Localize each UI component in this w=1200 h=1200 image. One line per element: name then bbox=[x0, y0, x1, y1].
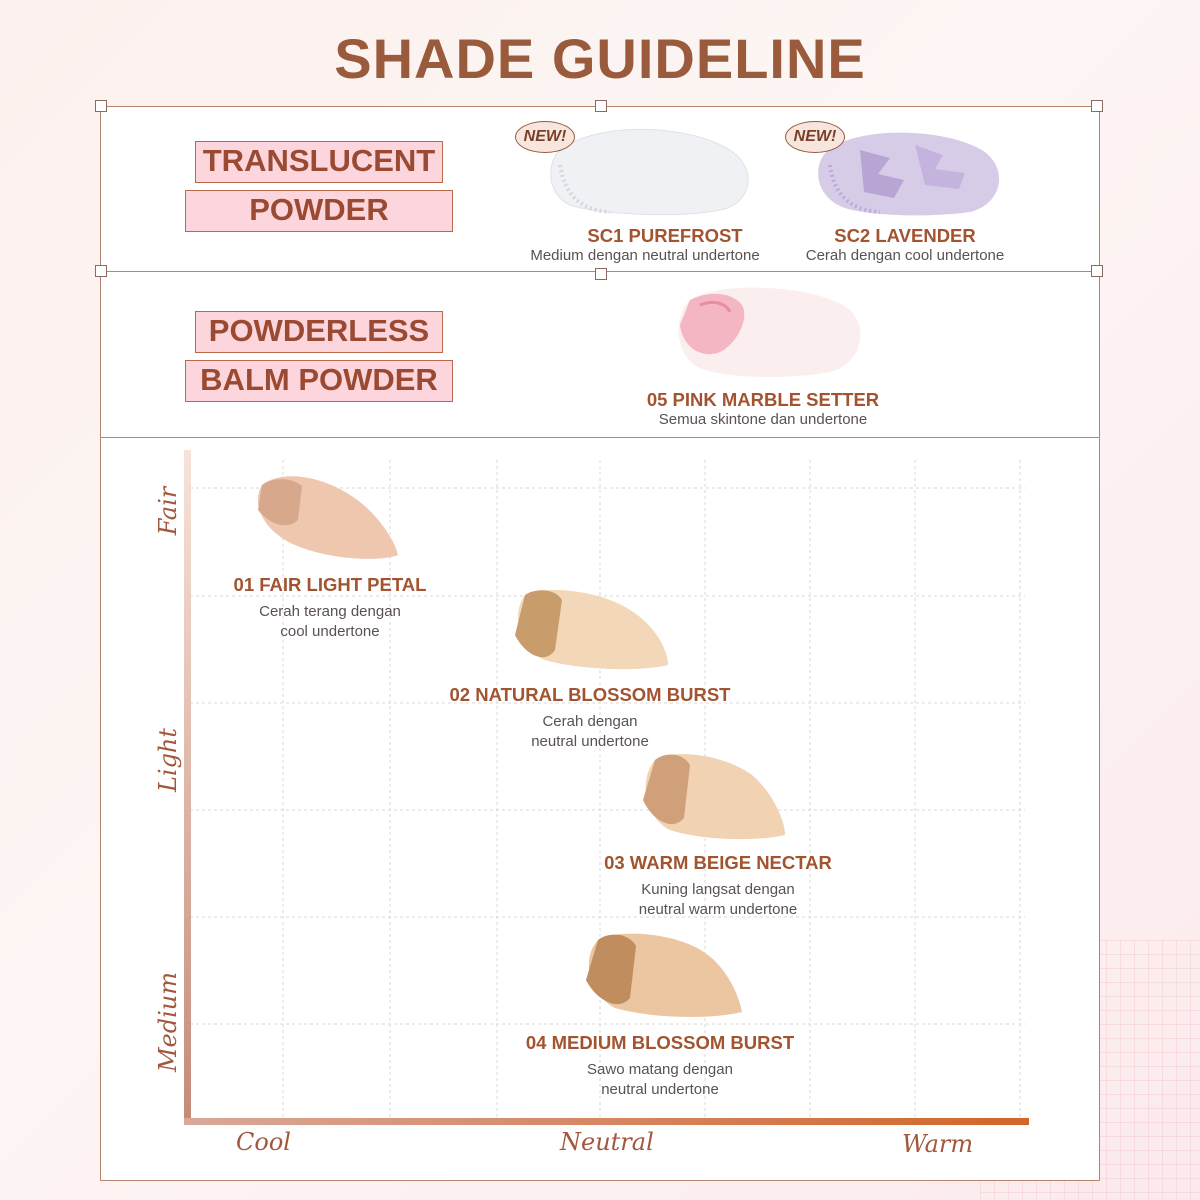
translucent-label-line1: TRANSLUCENT bbox=[195, 141, 443, 183]
chart-grid bbox=[190, 460, 1025, 1120]
y-axis bbox=[184, 450, 191, 1125]
shade-desc-01-line1: Cerah terang dengan bbox=[259, 603, 401, 620]
shade-desc-02 bbox=[460, 712, 720, 752]
shade-desc-04 bbox=[530, 1060, 790, 1100]
new-badge-sc1: NEW! bbox=[515, 121, 575, 153]
shade-desc-04-line1: Sawo matang dengan bbox=[587, 1061, 733, 1078]
shade-desc-sc1: Medium dengan neutral undertone bbox=[530, 247, 760, 264]
shade-desc-03-line2: neutral warm undertone bbox=[638, 901, 798, 918]
x-label-cool: Cool bbox=[236, 1128, 291, 1156]
swatch-02 bbox=[515, 590, 668, 669]
shade-desc-01-line2: cool undertone bbox=[280, 623, 380, 640]
shade-desc-04-line2: neutral undertone bbox=[601, 1081, 719, 1098]
balm-label-line2: BALM POWDER bbox=[185, 360, 453, 402]
y-label-light: Light bbox=[154, 727, 182, 793]
shade-desc-05: Semua skintone dan undertone bbox=[658, 411, 868, 428]
x-axis bbox=[184, 1118, 1029, 1125]
shade-desc-03-line1: Kuning langsat dengan bbox=[641, 881, 795, 898]
swatch-pink-marble bbox=[679, 288, 861, 377]
swatch-sc2 bbox=[818, 133, 999, 216]
shade-name-03: 03 WARM BEIGE NECTAR bbox=[604, 852, 832, 873]
new-badge-sc2: NEW! bbox=[785, 121, 845, 153]
swatch-04 bbox=[586, 934, 742, 1017]
page-title: SHADE GUIDELINE bbox=[334, 27, 866, 90]
shade-name-02: 02 NATURAL BLOSSOM BURST bbox=[449, 684, 731, 705]
y-label-medium: Medium bbox=[154, 971, 182, 1073]
swatch-03 bbox=[643, 754, 785, 839]
swatch-sc1 bbox=[551, 129, 748, 214]
shade-name-sc2: SC2 LAVENDER bbox=[834, 225, 976, 246]
balm-label-line1: POWDERLESS bbox=[195, 311, 443, 353]
shade-name-05: 05 PINK MARBLE SETTER bbox=[646, 389, 880, 410]
shade-desc-sc2: Cerah dengan cool undertone bbox=[805, 247, 1005, 264]
translucent-label-line2: POWDER bbox=[185, 190, 453, 232]
x-label-warm: Warm bbox=[902, 1130, 974, 1158]
shade-desc-02-line1: Cerah dengan bbox=[542, 713, 638, 730]
shade-desc-01 bbox=[200, 602, 460, 642]
shade-name-01: 01 FAIR LIGHT PETAL bbox=[233, 574, 427, 595]
x-label-neutral: Neutral bbox=[560, 1128, 654, 1156]
swatch-01 bbox=[258, 476, 398, 559]
shade-name-04: 04 MEDIUM BLOSSOM BURST bbox=[525, 1032, 795, 1053]
shade-desc-02-line2: neutral undertone bbox=[531, 733, 649, 750]
shade-desc-03 bbox=[588, 880, 848, 920]
y-label-fair: Fair bbox=[154, 486, 182, 536]
shade-name-sc1: SC1 PUREFROST bbox=[587, 225, 743, 246]
